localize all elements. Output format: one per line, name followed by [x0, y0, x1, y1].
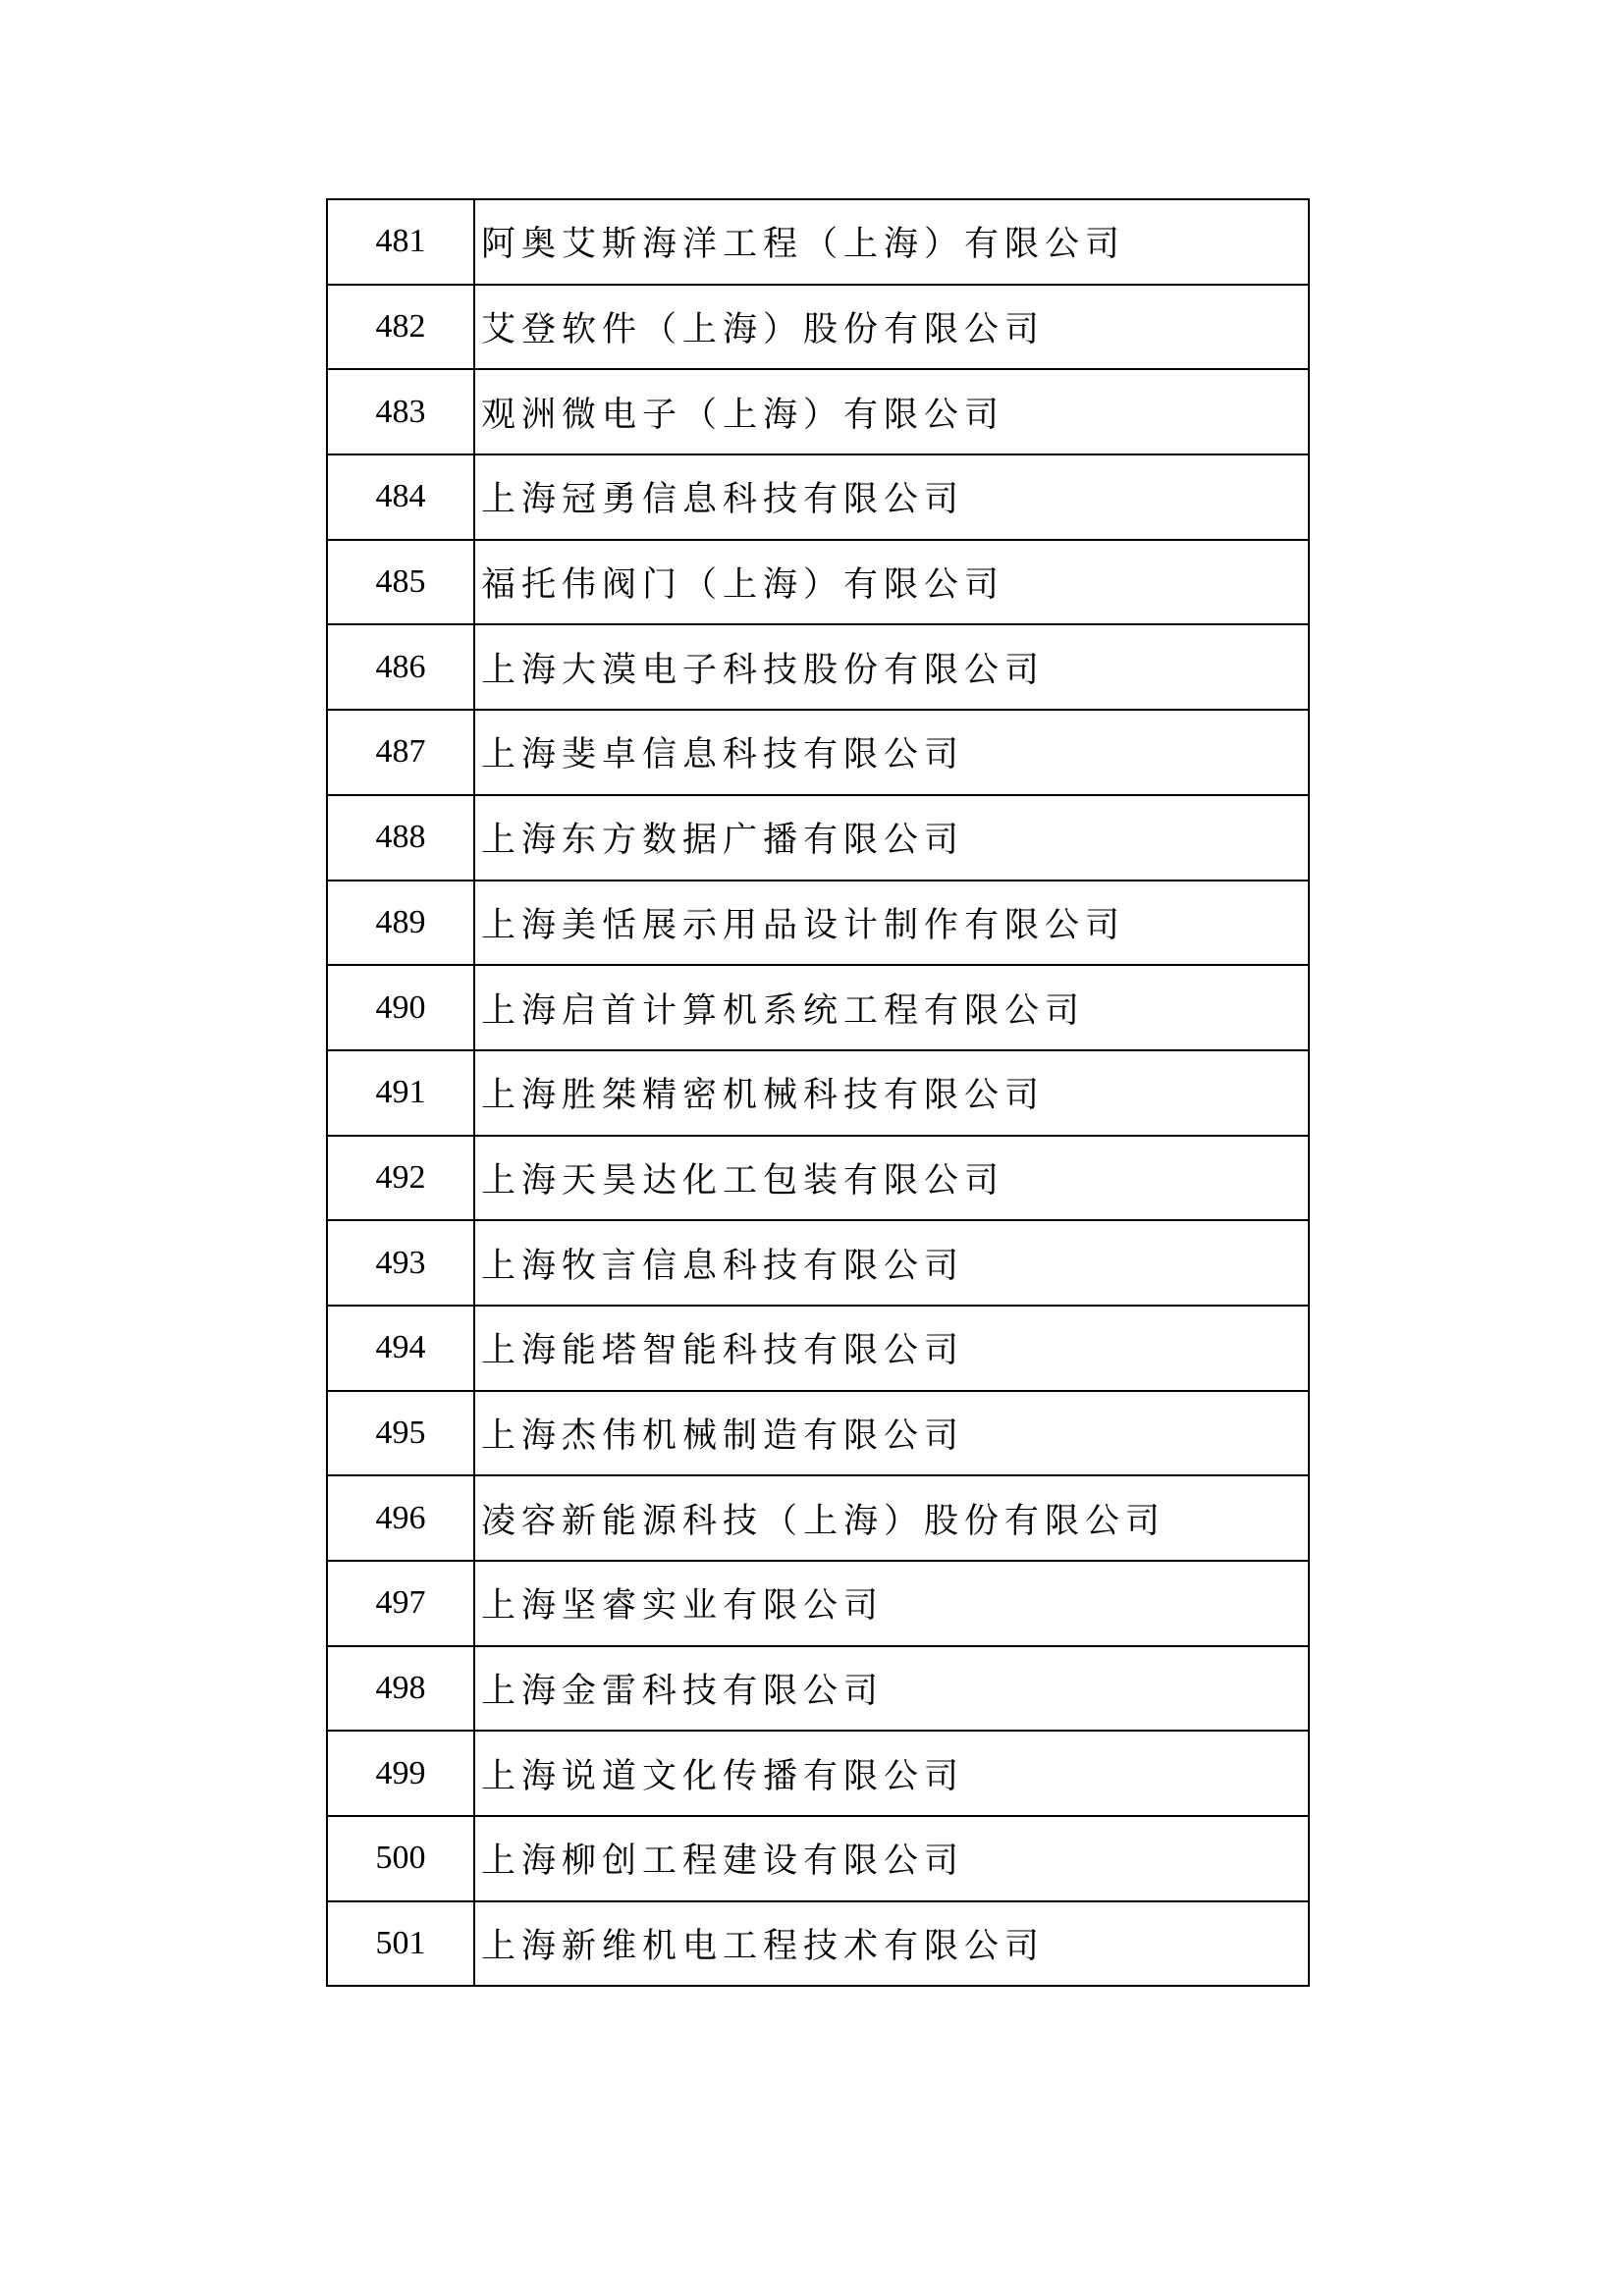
company-name: 上海东方数据广播有限公司 [474, 795, 1309, 881]
table-row [327, 285, 1309, 370]
row-number: 486 [327, 624, 474, 710]
row-number: 482 [327, 285, 474, 370]
company-name: 上海杰伟机械制造有限公司 [474, 1391, 1309, 1476]
table-row [327, 1731, 1309, 1816]
row-number: 491 [327, 1050, 474, 1136]
table-row [327, 881, 1309, 966]
table-row [327, 540, 1309, 625]
company-name: 阿奥艾斯海洋工程（上海）有限公司 [474, 199, 1309, 285]
table-row [327, 624, 1309, 710]
company-name: 上海天昊达化工包装有限公司 [474, 1136, 1309, 1221]
table-row [327, 710, 1309, 795]
company-name: 上海美恬展示用品设计制作有限公司 [474, 881, 1309, 966]
table-row [327, 795, 1309, 881]
table-row [327, 454, 1309, 540]
table-row [327, 369, 1309, 454]
company-name: 上海坚睿实业有限公司 [474, 1561, 1309, 1646]
company-name: 上海金雷科技有限公司 [474, 1646, 1309, 1732]
company-name: 上海冠勇信息科技有限公司 [474, 454, 1309, 540]
row-number: 500 [327, 1816, 474, 1901]
row-number: 485 [327, 540, 474, 625]
company-name: 上海新维机电工程技术有限公司 [474, 1901, 1309, 1987]
company-name: 上海能塔智能科技有限公司 [474, 1306, 1309, 1391]
row-number: 489 [327, 881, 474, 966]
company-name: 上海胜桀精密机械科技有限公司 [474, 1050, 1309, 1136]
company-list-table [326, 198, 1310, 1987]
row-number: 496 [327, 1475, 474, 1561]
company-name: 福托伟阀门（上海）有限公司 [474, 540, 1309, 625]
row-number: 501 [327, 1901, 474, 1987]
table-row [327, 1306, 1309, 1391]
table-body [327, 199, 1309, 1986]
table-row [327, 1816, 1309, 1901]
table-row [327, 1136, 1309, 1221]
table-row [327, 1901, 1309, 1987]
table-row [327, 1561, 1309, 1646]
company-name: 上海斐卓信息科技有限公司 [474, 710, 1309, 795]
table-row [327, 199, 1309, 285]
company-name: 上海柳创工程建设有限公司 [474, 1816, 1309, 1901]
table-row [327, 1391, 1309, 1476]
company-name: 上海牧言信息科技有限公司 [474, 1220, 1309, 1306]
company-name: 艾登软件（上海）股份有限公司 [474, 285, 1309, 370]
company-name: 观洲微电子（上海）有限公司 [474, 369, 1309, 454]
row-number: 483 [327, 369, 474, 454]
row-number: 499 [327, 1731, 474, 1816]
company-name: 上海大漠电子科技股份有限公司 [474, 624, 1309, 710]
row-number: 481 [327, 199, 474, 285]
row-number: 495 [327, 1391, 474, 1476]
row-number: 498 [327, 1646, 474, 1732]
table-row [327, 965, 1309, 1050]
table-row [327, 1220, 1309, 1306]
company-name: 凌容新能源科技（上海）股份有限公司 [474, 1475, 1309, 1561]
row-number: 488 [327, 795, 474, 881]
row-number: 487 [327, 710, 474, 795]
table-row [327, 1646, 1309, 1732]
table-row [327, 1050, 1309, 1136]
row-number: 492 [327, 1136, 474, 1221]
company-name: 上海启首计算机系统工程有限公司 [474, 965, 1309, 1050]
row-number: 494 [327, 1306, 474, 1391]
row-number: 497 [327, 1561, 474, 1646]
row-number: 484 [327, 454, 474, 540]
row-number: 493 [327, 1220, 474, 1306]
table-row [327, 1475, 1309, 1561]
company-name: 上海说道文化传播有限公司 [474, 1731, 1309, 1816]
row-number: 490 [327, 965, 474, 1050]
